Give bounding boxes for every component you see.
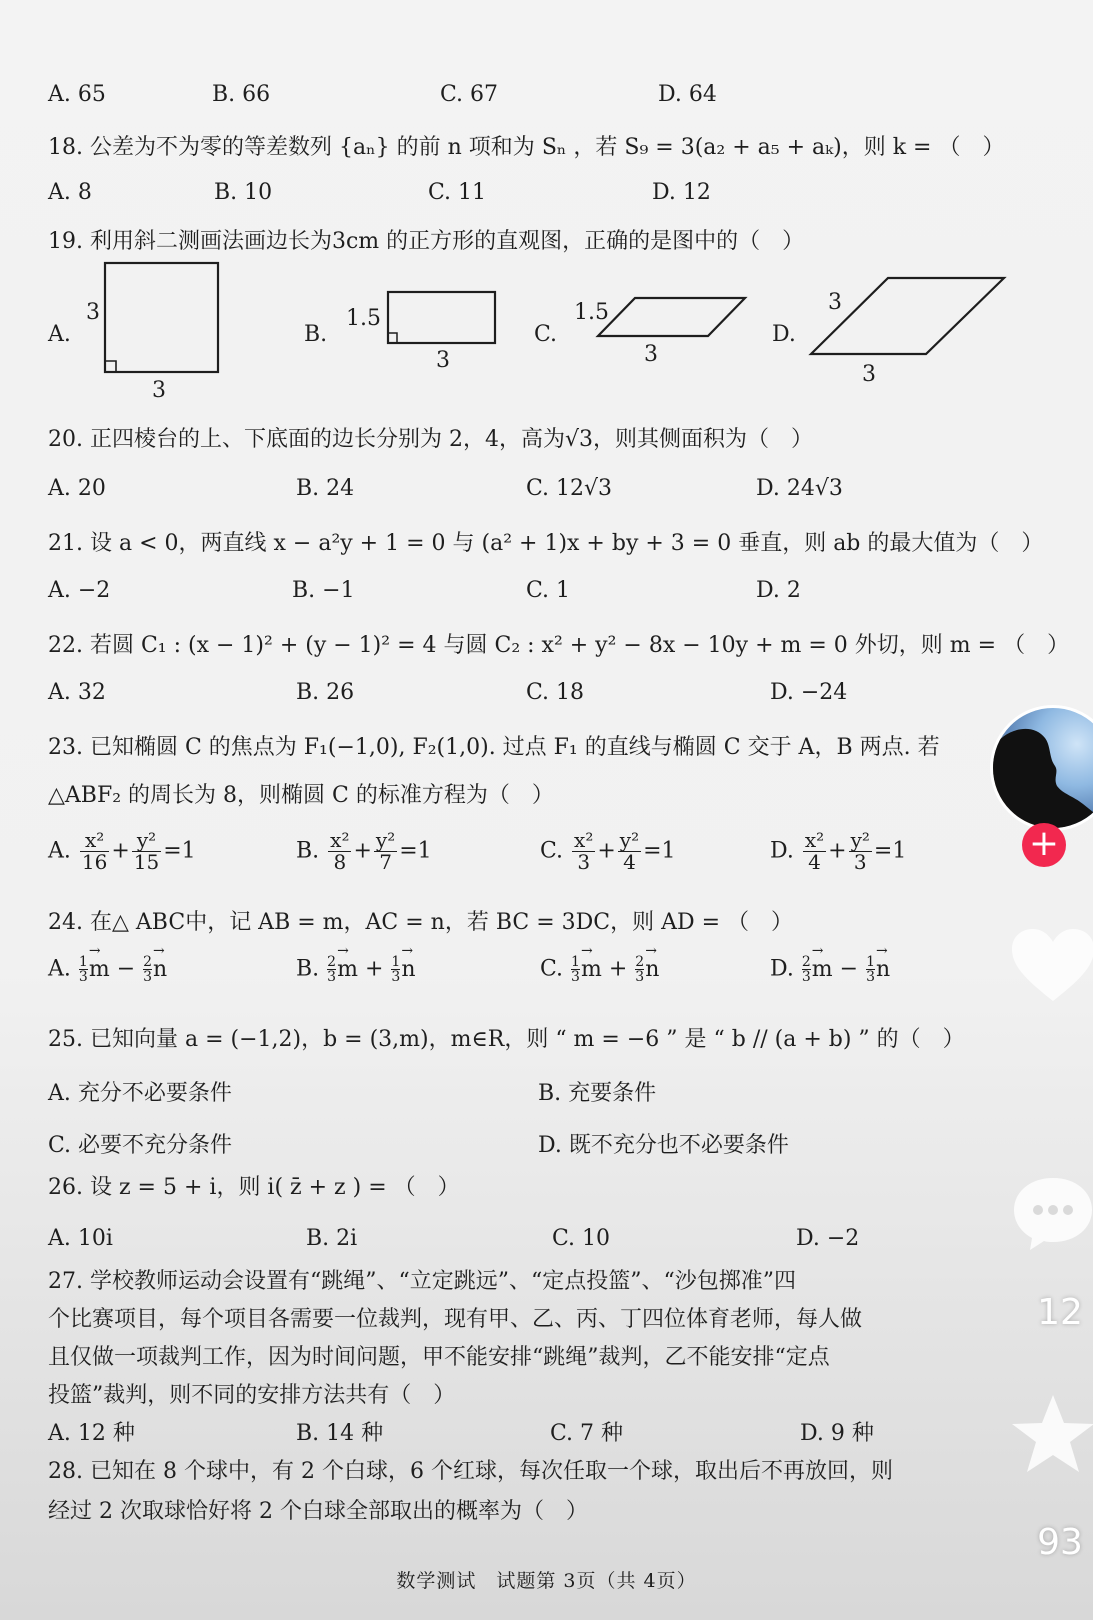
q19-figure-b-rectangle: [385, 288, 500, 348]
q25-option-d: D. 既不充分也不必要条件: [538, 1133, 789, 1158]
q24-c-letter: C.: [540, 956, 564, 982]
question-20: 20. 正四棱台的上、下底面的边长分别为 2，4，高为√3，则其侧面积为（ ）: [48, 427, 813, 452]
page-footer: 数学测试 试题第 3页（共 4页）: [396, 1570, 697, 1592]
question-28-line-1: 28. 已知在 8 个球中，有 2 个白球，6 个红球，每次任取一个球，取出后不再放回，则: [48, 1459, 893, 1484]
star-icon[interactable]: [1010, 1392, 1093, 1476]
q23-c-rhs: =1: [643, 838, 676, 864]
q23-b-frac-y: $\frac{\text{y²}}{7}$: [375, 828, 396, 874]
q23-d-letter: D.: [770, 838, 794, 864]
q24-c-coef-2: $\frac{2}{3}$: [635, 954, 645, 985]
q24-a-coef-1: $\frac{1}{3}$: [78, 954, 88, 985]
q23-b-frac-x: $\frac{\text{x²}}{8}$: [330, 828, 350, 874]
creator-avatar-group[interactable]: [990, 705, 1093, 864]
q24-option-c: [540, 955, 659, 984]
q23-c-frac-x: $\frac{\text{x²}}{3}$: [574, 828, 594, 874]
q18-option-a: A. 8: [48, 180, 92, 205]
q27-option-b: B. 14 种: [296, 1421, 384, 1446]
q26-option-c: C. 10: [552, 1226, 611, 1251]
q24-b-coef-1: $\frac{2}{3}$: [327, 954, 337, 985]
q23-a-frac-y: $\frac{\text{y²}}{15}$: [133, 828, 160, 874]
q24-a-vector-n: → n: [153, 957, 167, 982]
question-23-line-1: 23. 已知椭圆 C 的焦点为 F₁(−1,0), F₂(1,0). 过点 F₁ 的直线与椭圆 C 交于 A，B 两点. 若: [48, 735, 940, 760]
q22-option-b: B. 26: [296, 680, 355, 705]
q22-option-d: D. −24: [770, 680, 848, 705]
q18-sn: Sₙ: [541, 135, 567, 160]
q18-option-d: D. 12: [652, 180, 711, 205]
question-24: 24. 在△ ABC中，记 AB = m，AC = n，若 BC = 3DC，则 AD = （ ）: [48, 910, 794, 935]
q21-option-d: D. 2: [756, 578, 801, 603]
q24-d-coef-1: $\frac{2}{3}$: [801, 954, 811, 985]
heart-icon[interactable]: [1008, 925, 1093, 1005]
q24-c-coef-1: $\frac{1}{3}$: [571, 954, 580, 985]
q19-fig-c-base: 3: [644, 342, 658, 367]
q24-d-letter: D.: [770, 956, 794, 982]
q20-option-a: A. 20: [48, 476, 106, 501]
q21-option-c: C. 1: [526, 578, 571, 603]
q19-fig-d-letter: D.: [772, 322, 796, 347]
q24-b-letter: B.: [296, 956, 320, 982]
question-27-line-1: 27. 学校教师运动会设置有“跳绳”、“立定跳远”、“定点投篮”、“沙包掷准”四: [48, 1269, 796, 1294]
q23-option-a: A. $\frac{\text{x²}}{16}$ + $\frac{\text{y²}}{15}$ =1: [48, 828, 196, 874]
q18-number: 18.: [48, 135, 83, 160]
q24-d-vector-n: → n: [876, 957, 890, 982]
favorite-count: 93: [1037, 1522, 1083, 1563]
q24-d-coef-2: $\frac{1}{3}$: [866, 954, 876, 985]
question-28-line-2: 经过 2 次取球恰好将 2 个白球全部取出的概率为（ ）: [48, 1499, 588, 1524]
question-27-line-4: 投篮”裁判，则不同的安排方法共有（ ）: [48, 1383, 456, 1408]
question-23-line-2: △ABF₂ 的周长为 8，则椭圆 C 的标准方程为（ ）: [48, 783, 554, 808]
question-22: 22. 若圆 C₁ : (x − 1)² + (y − 1)² = 4 与圆 C₂ : x² + y² − 8x − 10y + m = 0 外切，则 m = （ ）: [48, 633, 1070, 658]
q21-option-a: A. −2: [48, 578, 111, 603]
q24-a-operator: −: [116, 956, 136, 982]
q23-d-frac-y: $\frac{\text{y²}}{3}$: [850, 828, 870, 874]
q19-figure-d-parallelogram: [808, 274, 1008, 358]
q22-option-c: C. 18: [526, 680, 585, 705]
q23-b-rhs: =1: [399, 838, 432, 864]
q26-option-d: D. −2: [796, 1226, 860, 1251]
q27-option-a: A. 12 种: [48, 1421, 135, 1446]
q24-b-coef-2: $\frac{1}{3}$: [391, 954, 401, 985]
q26-option-b: B. 2i: [306, 1226, 358, 1251]
q19-figure-a-square: [100, 258, 225, 376]
q19-figure-c-parallelogram: [595, 294, 750, 342]
q17-option-b: B. 66: [212, 82, 271, 107]
q19-fig-c-letter: C.: [534, 322, 558, 347]
question-27-line-3: 且仅做一项裁判工作，因为时间问题，甲不能安排“跳绳”裁判，乙不能安排“定点: [48, 1345, 830, 1370]
q27-option-c: C. 7 种: [550, 1421, 624, 1446]
q18-text-a: 公差为不为零的等差数列: [90, 135, 333, 160]
q18-text-b: 的前 n 项和为: [396, 135, 535, 160]
q25-option-b: B. 充要条件: [538, 1081, 657, 1106]
q24-option-a: [48, 955, 167, 984]
question-18: [48, 130, 1004, 161]
q23-a-letter: A.: [48, 838, 71, 864]
q19-fig-a-base: 3: [152, 378, 166, 403]
q24-b-vector-n: → n: [401, 957, 415, 982]
q19-fig-a-letter: A.: [48, 322, 71, 347]
q24-a-letter: A.: [48, 956, 71, 982]
q23-c-letter: C.: [540, 838, 564, 864]
q19-fig-b-letter: B.: [304, 322, 328, 347]
q24-b-operator: +: [364, 956, 384, 982]
q24-a-coef-2: $\frac{2}{3}$: [143, 954, 153, 985]
q18-text-c: ，若 S₉ = 3(a₂ + a₅ + aₖ)，则 k = （ ）: [573, 135, 1005, 160]
q23-c-frac-y: $\frac{\text{y²}}{4}$: [619, 828, 640, 874]
q23-option-b: B. $\frac{\text{x²}}{8}$ + $\frac{\text{y²}}{7}$ =1: [296, 828, 432, 874]
q19-fig-a-side: 3: [86, 300, 100, 325]
question-19: 19. 利用斜二测画法画边长为3cm 的正方形的直观图，正确的是图中的（ ）: [48, 229, 805, 254]
q17-option-c: C. 67: [440, 82, 499, 107]
q23-d-frac-x: $\frac{\text{x²}}{4}$: [804, 828, 825, 874]
q19-fig-b-side: 1.5: [346, 306, 381, 331]
q24-d-operator: −: [839, 956, 859, 982]
q17-option-d: D. 64: [658, 82, 717, 107]
q26-option-a: A. 10i: [48, 1226, 113, 1251]
q24-d-vector-m: → m: [812, 957, 833, 982]
q23-option-d: D. $\frac{\text{x²}}{4}$ + $\frac{\text{y²}}{3}$ =1: [770, 828, 907, 874]
q18-option-b: B. 10: [214, 180, 273, 205]
avatar-silhouette-icon: [993, 708, 1093, 828]
q18-sequence: {aₙ}: [339, 135, 390, 160]
q19-fig-b-base: 3: [436, 348, 450, 373]
q25-option-a: A. 充分不必要条件: [48, 1081, 232, 1106]
q17-option-a: A. 65: [48, 82, 106, 107]
q24-option-b: [296, 955, 416, 984]
q20-option-c: C. 12√3: [526, 476, 613, 501]
q24-option-d: [770, 955, 890, 984]
q24-c-operator: +: [608, 956, 628, 982]
question-27-line-2: 个比赛项目，每个项目各需要一位裁判，现有甲、乙、丙、丁四位体育老师，每人做: [48, 1307, 863, 1332]
q19-fig-d-base: 3: [862, 362, 876, 387]
q24-b-vector-m: → m: [337, 957, 358, 982]
question-25: 25. 已知向量 a = (−1,2)，b = (3,m)，m∈R，则 “ m = −6 ” 是 “ b // (a + b) ” 的（ ）: [48, 1027, 965, 1052]
q23-d-rhs: =1: [873, 838, 907, 864]
q18-option-c: C. 11: [428, 180, 487, 205]
q24-a-vector-m: → m: [89, 957, 110, 982]
q24-c-vector-m: → m: [581, 957, 602, 982]
avatar[interactable]: [990, 705, 1093, 831]
question-26: 26. 设 z = 5 + i，则 i( z̄ + z ) = （ ）: [48, 1175, 460, 1200]
q20-option-d: D. 24√3: [756, 476, 843, 501]
q20-option-b: B. 24: [296, 476, 355, 501]
q27-option-d: D. 9 种: [800, 1421, 874, 1446]
q19-fig-c-side: 1.5: [574, 300, 609, 325]
comment-count: 12: [1037, 1292, 1083, 1333]
question-21: 21. 设 a < 0，两直线 x − a²y + 1 = 0 与 (a² + 1)x + by + 3 = 0 垂直，则 ab 的最大值为（ ）: [48, 531, 1044, 556]
q22-option-a: A. 32: [48, 680, 106, 705]
q25-option-c: C. 必要不充分条件: [48, 1133, 233, 1158]
q24-c-vector-n: → n: [645, 957, 659, 982]
q19-fig-d-side: 3: [828, 290, 842, 315]
q23-a-frac-x: $\frac{\text{x²}}{16}$: [81, 828, 108, 874]
q23-a-rhs: =1: [163, 838, 196, 864]
comment-icon[interactable]: [1008, 1172, 1093, 1252]
q23-b-letter: B.: [296, 838, 320, 864]
follow-button[interactable]: +: [1022, 823, 1066, 867]
q21-option-b: B. −1: [292, 578, 355, 603]
q23-option-c: C. $\frac{\text{x²}}{3}$ + $\frac{\text{y²}}{4}$ =1: [540, 828, 676, 874]
